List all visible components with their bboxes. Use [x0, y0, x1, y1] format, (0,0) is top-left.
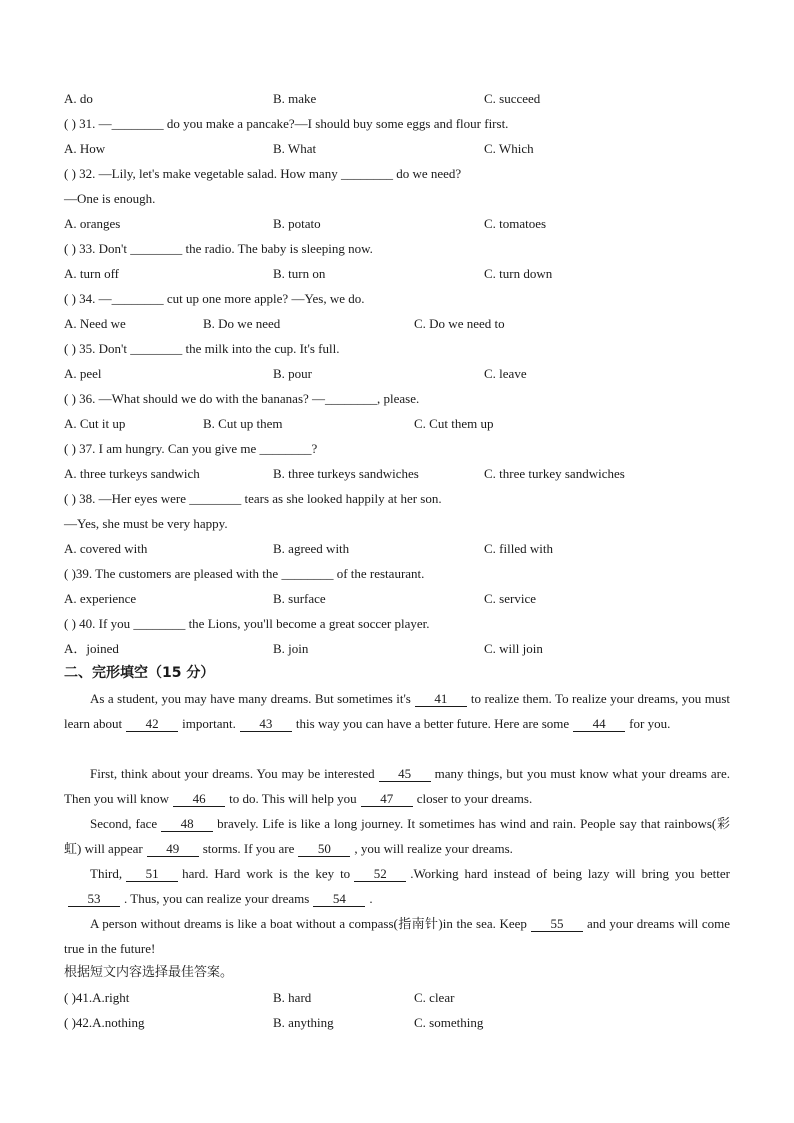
question-stem: ( ) 35. Don't ________ the milk into the cup. It's full. [64, 341, 340, 356]
option-c[interactable]: C. Do we need to [414, 316, 505, 331]
option-c[interactable]: C. service [484, 591, 536, 606]
question-41-option-a[interactable]: ( )41.A.right [64, 990, 130, 1005]
question-stem: ( )39. The customers are pleased with the ________ of the restaurant. [64, 566, 425, 581]
options-row [64, 364, 730, 384]
options-row [64, 264, 730, 284]
option-b[interactable]: B. Cut up them [203, 416, 283, 431]
option-a[interactable]: A．joined [64, 641, 119, 656]
options-row [64, 639, 730, 659]
option-a[interactable]: A. three turkeys sandwich [64, 466, 200, 481]
blank-49[interactable]: 49 [147, 841, 199, 857]
blank-52[interactable]: 52 [354, 866, 406, 882]
options-row [64, 89, 730, 109]
option-c[interactable]: C. succeed [484, 91, 541, 106]
blank-51[interactable]: 51 [126, 866, 178, 882]
blank-44[interactable]: 44 [573, 716, 625, 732]
section-heading: 二、完形填空（15 分） [64, 665, 215, 681]
passage-paragraph-5: A person without dreams is like a boat without a compass(指南针)in the sea. Keep 55 and your dreams will come true in the future! [64, 916, 730, 956]
options-row [64, 589, 730, 609]
question-stem: —Yes, she must be very happy. [64, 516, 228, 531]
blank-42[interactable]: 42 [126, 716, 178, 732]
blank-47[interactable]: 47 [361, 791, 413, 807]
option-b[interactable]: B. surface [273, 591, 326, 606]
option-c[interactable]: C. three turkey sandwiches [484, 466, 625, 481]
options-row [64, 539, 730, 559]
option-b[interactable]: B. turn on [273, 266, 326, 281]
question-stem: —One is enough. [64, 191, 156, 206]
blank-43[interactable]: 43 [240, 716, 292, 732]
blank-54[interactable]: 54 [313, 891, 365, 907]
blank-53[interactable]: 53 [68, 891, 120, 907]
option-b[interactable]: B. join [273, 641, 309, 656]
question-stem: ( ) 38. —Her eyes were ________ tears as she looked happily at her son. [64, 491, 442, 506]
option-a[interactable]: A. Need we [64, 316, 126, 331]
option-a[interactable]: A. How [64, 141, 106, 156]
option-c[interactable]: C. Cut them up [414, 416, 494, 431]
blank-45[interactable]: 45 [379, 766, 431, 782]
option-b[interactable]: B. agreed with [273, 541, 350, 556]
option-c[interactable]: C. will join [484, 641, 543, 656]
passage-paragraph-2: First, think about your dreams. You may be interested 45 many things, but you must know what your dreams are. Then you will know 46 to do. This will help you 47 closer to your dreams. [64, 766, 730, 806]
option-c[interactable]: C. leave [484, 366, 527, 381]
blank-55[interactable]: 55 [531, 916, 583, 932]
option-b[interactable]: B. make [273, 91, 317, 106]
option-a[interactable]: A. turn off [64, 266, 120, 281]
option-c[interactable]: C. tomatoes [484, 216, 547, 231]
option-c[interactable]: C. Which [484, 141, 534, 156]
options-row [64, 414, 730, 434]
blank-50[interactable]: 50 [298, 841, 350, 857]
option-a[interactable]: A. Cut it up [64, 416, 126, 431]
question-stem: ( ) 40. If you ________ the Lions, you'll become a great soccer player. [64, 616, 430, 631]
question-41-option-c[interactable]: C. clear [414, 990, 455, 1005]
option-a[interactable]: A. covered with [64, 541, 148, 556]
question-stem: ( ) 32. —Lily, let's make vegetable salad. How many ________ do we need? [64, 166, 462, 181]
option-a[interactable]: A. peel [64, 366, 102, 381]
question-42-option-b[interactable]: B. anything [273, 1015, 334, 1030]
blank-46[interactable]: 46 [173, 791, 225, 807]
passage-paragraph-4: Third, 51 hard. Hard work is the key to 52 .Working hard instead of being lazy will bring you better53 . Thus, you can realize your dreams 54 . [64, 861, 730, 911]
question-41-option-b[interactable]: B. hard [273, 990, 312, 1005]
options-row [64, 314, 730, 334]
question-42-options [64, 1013, 730, 1033]
option-a[interactable]: A. do [64, 91, 93, 106]
passage-paragraph-3: Second, face 48 bravely. Life is like a long journey. It sometimes has wind and rain. People say that rainbows(彩虹) will appear 49 storms. If you are 50 , you will realize your dreams. [64, 816, 730, 856]
question-41-options [64, 988, 730, 1008]
option-c[interactable]: C. turn down [484, 266, 553, 281]
question-42-option-a[interactable]: ( )42.A.nothing [64, 1015, 145, 1030]
instruction-text: 根据短文内容选择最佳答案。 [64, 965, 234, 980]
option-b[interactable]: B. Do we need [203, 316, 281, 331]
option-b[interactable]: B. three turkeys sandwiches [273, 466, 419, 481]
question-42-option-c[interactable]: C. something [414, 1015, 484, 1030]
question-stem: ( ) 34. —________ cut up one more apple? —Yes, we do. [64, 291, 365, 306]
option-b[interactable]: B. potato [273, 216, 321, 231]
options-row [64, 464, 730, 484]
blank-41[interactable]: 41 [415, 691, 467, 707]
option-a[interactable]: A. experience [64, 591, 137, 606]
options-row [64, 139, 730, 159]
option-c[interactable]: C. filled with [484, 541, 553, 556]
blank-48[interactable]: 48 [161, 816, 213, 832]
question-stem: ( ) 31. —________ do you make a pancake?—I should buy some eggs and flour first. [64, 116, 509, 131]
question-stem: ( ) 37. I am hungry. Can you give me ________? [64, 441, 318, 456]
option-b[interactable]: B. pour [273, 366, 312, 381]
option-b[interactable]: B. What [273, 141, 317, 156]
passage-paragraph-1: As a student, you may have many dreams. But sometimes it's 41 to realize them. To realize your dreams, you must learn about 42 important. 43 this way you can have a better future. Here are some 44 for you. [64, 691, 730, 731]
options-row [64, 214, 730, 234]
question-stem: ( ) 36. —What should we do with the bananas? —________, please. [64, 391, 420, 406]
question-stem: ( ) 33. Don't ________ the radio. The baby is sleeping now. [64, 241, 373, 256]
option-a[interactable]: A. oranges [64, 216, 121, 231]
